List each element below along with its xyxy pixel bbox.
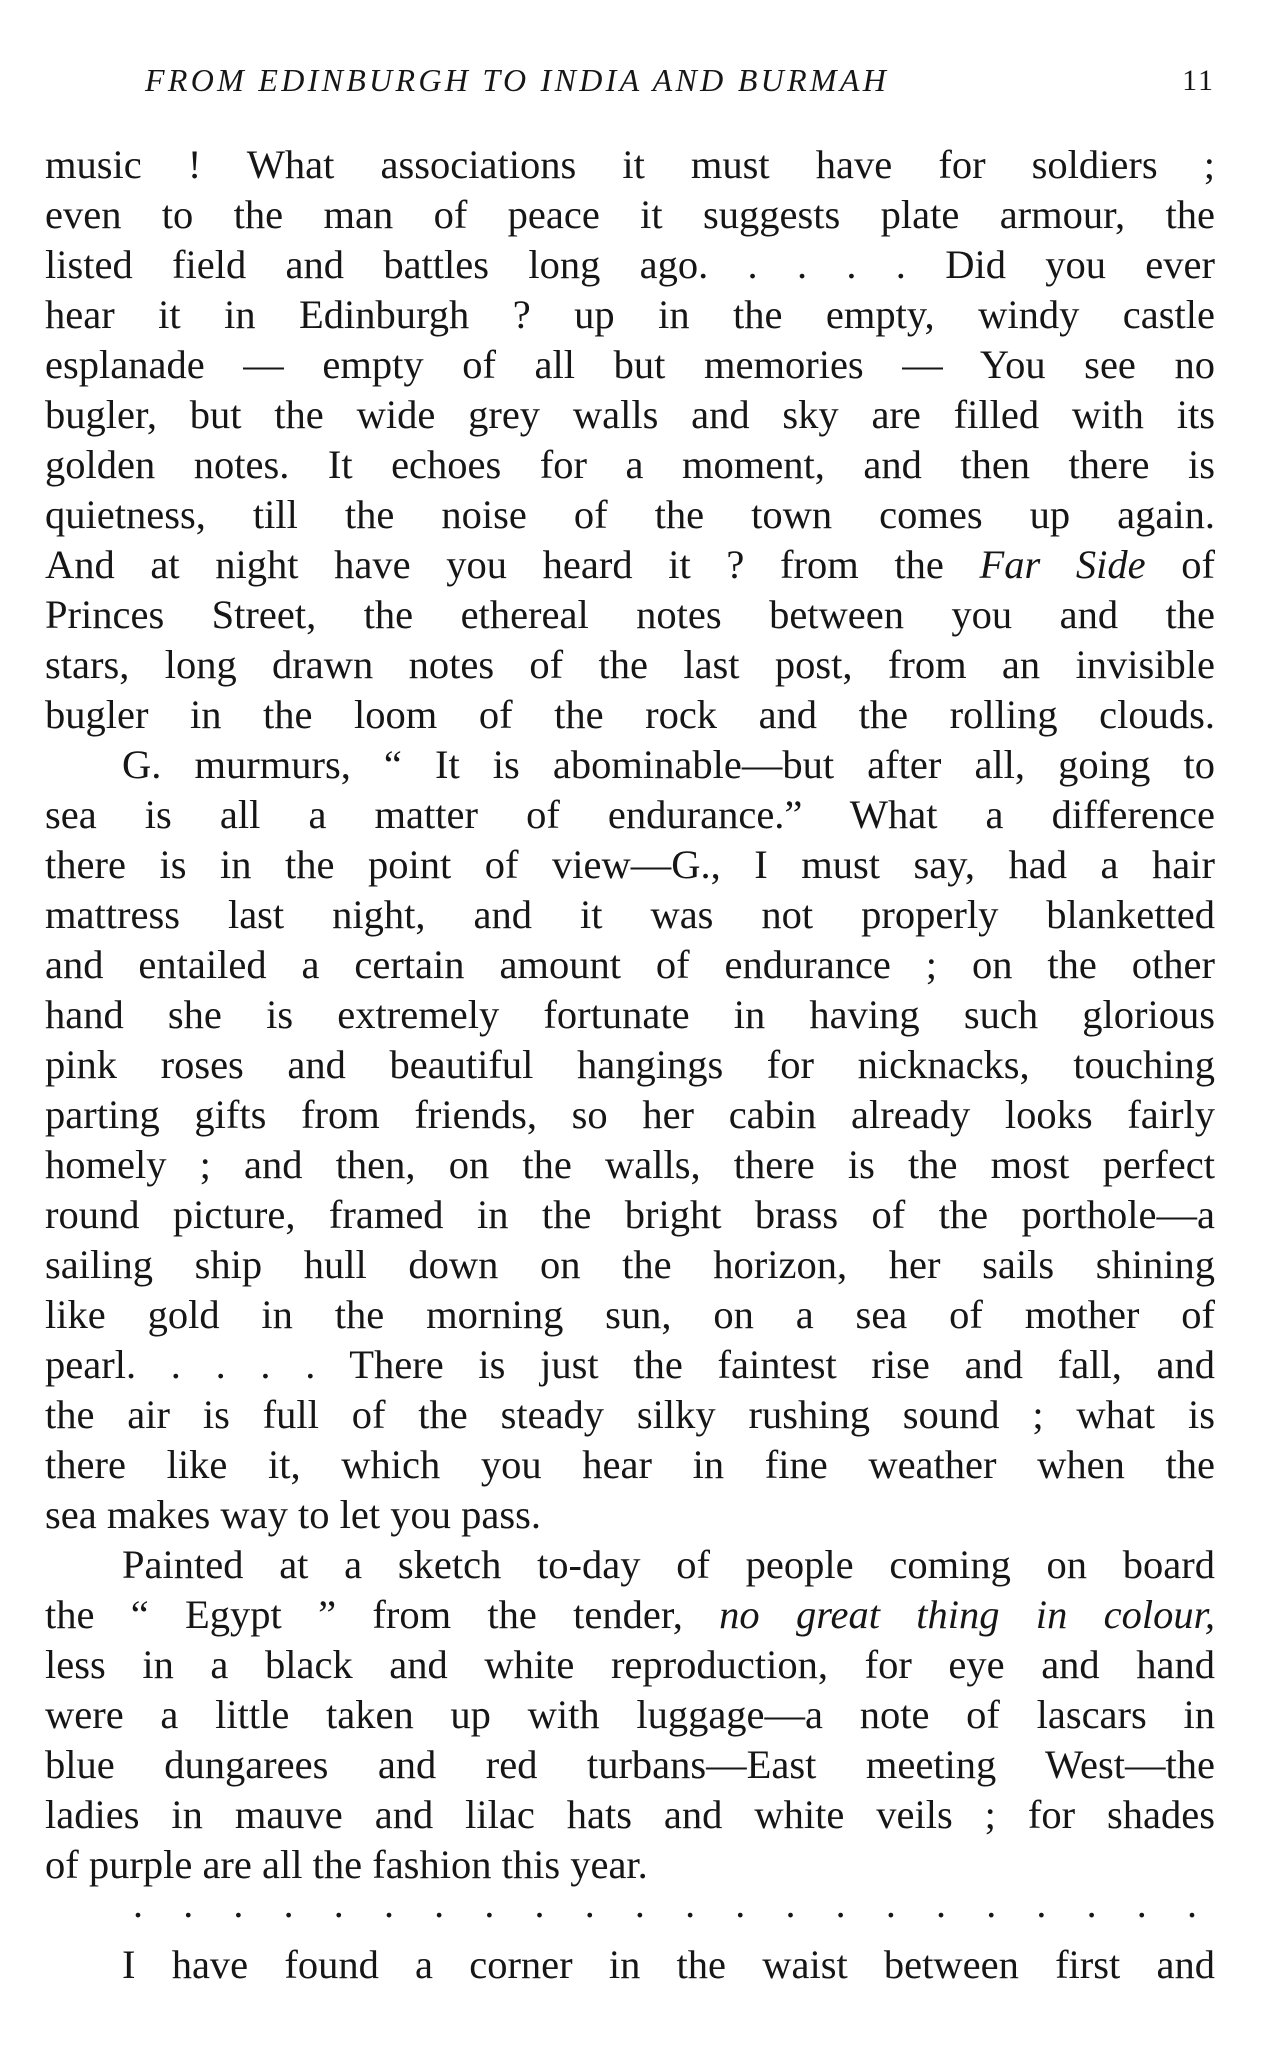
text-line: hand she is extremely fortunate in having such glorious (45, 992, 1215, 1037)
paragraph-3 (45, 1540, 1215, 1890)
text-line: sailing ship hull down on the horizon, her sails shining (45, 1242, 1215, 1287)
ornament-dot: . (986, 1881, 997, 1926)
text-line: listed field and battles long ago. . . . . Did you ever (45, 242, 1215, 287)
ornament-dot: . (133, 1881, 143, 1926)
text-line: the air is full of the steady silky rushing sound ; what is (45, 1392, 1215, 1437)
text-line: I have found a corner in the waist between first and (122, 1942, 1215, 1987)
text-line: quietness, till the noise of the town comes up again. (45, 492, 1215, 537)
paragraph-2 (45, 740, 1215, 1540)
text-line: mattress last night, and it was not properly blanketted (45, 892, 1215, 937)
ornament-dot: . (735, 1881, 746, 1926)
italic-phrase: no great thing in colour, (719, 1592, 1215, 1637)
text-line: pink roses and beautiful hangings for nicknacks, touching (45, 1042, 1215, 1087)
running-head-title: FROM EDINBURGH TO INDIA AND BURMAH (145, 62, 890, 98)
text-line: there like it, which you hear in fine weather when the (45, 1442, 1215, 1487)
ornament-dot: . (936, 1881, 946, 1926)
text-line: there is in the point of view—G., I must say, had a hair (45, 842, 1215, 887)
ornament-dot: . (785, 1881, 796, 1926)
text-line-far-side: And at night have you heard it ? from the Far Side of (45, 542, 1215, 587)
ornament-dot: . (1136, 1881, 1147, 1926)
text-line: were a little taken up with luggage—a note of lascars in (45, 1692, 1215, 1737)
text-line: music ! What associations it must have for soldiers ; (45, 142, 1215, 187)
ornament-dot: . (283, 1881, 294, 1926)
running-head (40, 62, 1215, 102)
text-line: even to the man of peace it suggests plate armour, the (45, 192, 1215, 237)
text-line: of purple are all the fashion this year. (45, 1842, 648, 1887)
section-break-dots (45, 1881, 1215, 1940)
paragraph-4 (45, 1940, 1215, 1990)
ornament-dot: . (183, 1881, 194, 1926)
text-line: golden notes. It echoes for a moment, and then there is (45, 442, 1215, 487)
paragraph-1 (45, 140, 1215, 740)
ornament-dot: . (885, 1881, 896, 1926)
ornament-dot: . (1186, 1881, 1197, 1926)
text-line: bugler in the loom of the rock and the rolling clouds. (45, 692, 1215, 737)
text-line: ladies in mauve and lilac hats and white veils ; for shades (45, 1792, 1215, 1837)
text-line: blue dungarees and red turbans—East meeting West—the (45, 1742, 1215, 1787)
text-line: Princes Street, the ethereal notes between you and the (45, 592, 1215, 637)
ornament-dot: . (1036, 1881, 1047, 1926)
text-line: G. murmurs, “ It is abominable—but after all, going to (122, 742, 1215, 787)
text-line: stars, long drawn notes of the last post, from an invisible (45, 642, 1215, 687)
ornament-dot: . (534, 1881, 545, 1926)
text-line: bugler, but the wide grey walls and sky are filled with its (45, 392, 1215, 437)
ornament-dot: . (634, 1881, 645, 1926)
body-text (45, 140, 1215, 1990)
text-line: hear it in Edinburgh ? up in the empty, windy castle (45, 292, 1215, 337)
text-line: and entailed a certain amount of endurance ; on the other (45, 942, 1215, 987)
ornament-dot: . (685, 1881, 696, 1926)
ornament-dot: . (1086, 1881, 1097, 1926)
ornament-dot: . (434, 1881, 445, 1926)
text-line: sea is all a matter of endurance.” What a difference (45, 792, 1215, 837)
text-line: like gold in the morning sun, on a sea of mother of (45, 1292, 1215, 1337)
text-line: less in a black and white reproduction, for eye and hand (45, 1642, 1215, 1687)
text-line: Painted at a sketch to-day of people coming on board (122, 1542, 1215, 1587)
text-line: pearl. . . . . There is just the faintest rise and fall, and (45, 1342, 1215, 1387)
text-line: sea makes way to let you pass. (45, 1492, 542, 1537)
text-line: homely ; and then, on the walls, there is the most perfect (45, 1142, 1215, 1187)
ornament-dot: . (333, 1881, 344, 1926)
text-line: parting gifts from friends, so her cabin already looks fairly (45, 1092, 1215, 1137)
text-line: round picture, framed in the bright brass of the porthole—a (45, 1192, 1215, 1237)
page-number: 11 (1182, 64, 1215, 97)
ornament-dot: . (383, 1881, 394, 1926)
ornament-dot: . (584, 1881, 595, 1926)
ornament-dot: . (484, 1881, 495, 1926)
text-line-egypt: the “ Egypt ” from the tender, no great thing in colour, (45, 1592, 1215, 1637)
ornament-dot: . (233, 1881, 244, 1926)
text-line: esplanade — empty of all but memories — You see no (45, 342, 1215, 387)
italic-phrase: Far Side (979, 542, 1146, 587)
ornament-dot: . (835, 1881, 846, 1926)
